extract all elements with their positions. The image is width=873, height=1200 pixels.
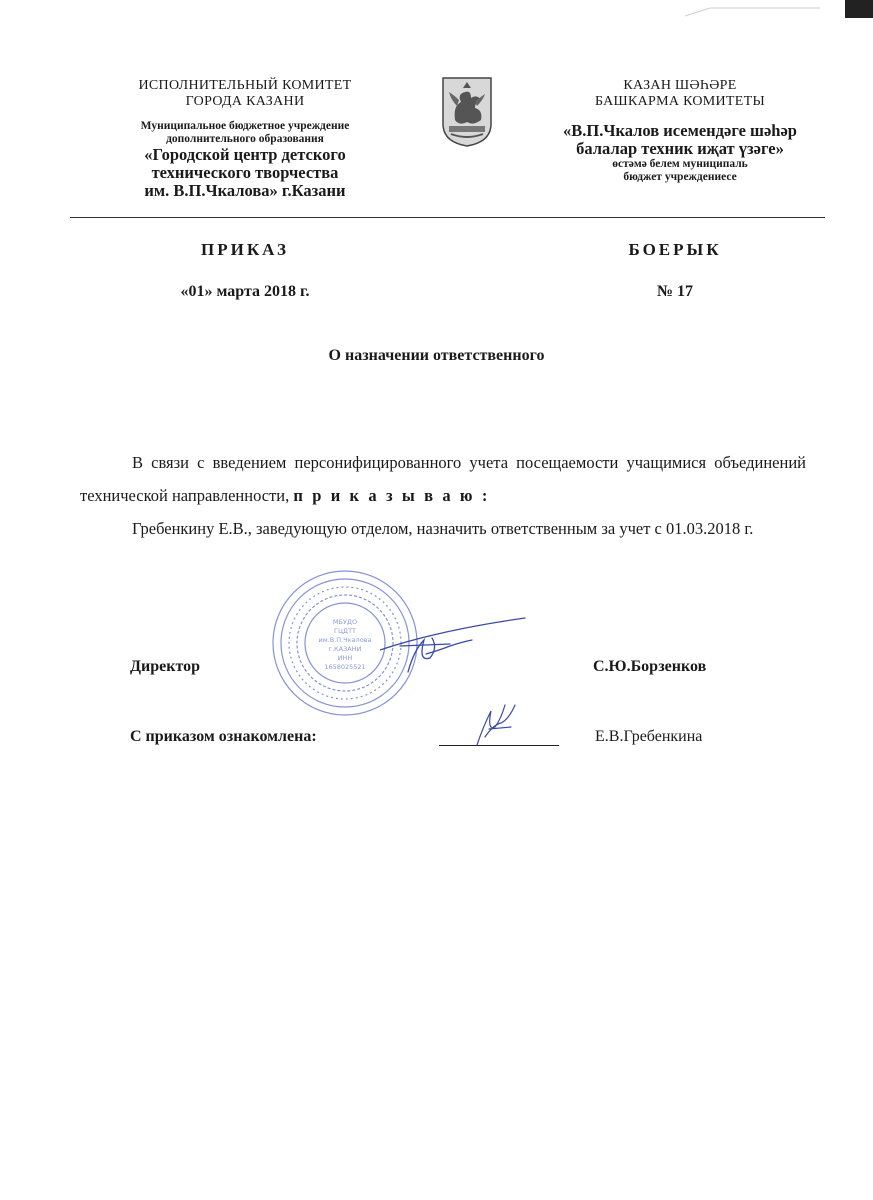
order-number: № 17 <box>656 283 694 300</box>
stamp-line-3: им.В.П.Чкалова <box>318 636 372 644</box>
header-right-small1: өстәмә белем муниципаль <box>612 158 748 170</box>
director-label: Директор <box>130 658 200 675</box>
stamp-line-5: ИНН <box>337 654 353 662</box>
stamp-line-1: МБУДО <box>332 618 358 626</box>
header-left <box>95 78 395 200</box>
order-subject: О назначении ответственного <box>328 347 545 364</box>
scan-edge-line <box>680 6 830 18</box>
body-emphasis: п р и к а з ы в а ю : <box>293 486 490 505</box>
header-right <box>530 78 830 184</box>
header-left-line1: ИСПОЛНИТЕЛЬНЫЙ КОМИТЕТ <box>138 78 352 93</box>
order-title-tt: БОЕРЫК <box>628 240 722 259</box>
stamp-line-6: 1658025521 <box>324 663 366 671</box>
director-signature <box>380 610 530 680</box>
order-date: «01» марта 2018 г. <box>180 283 310 300</box>
header-right-name2: балалар техник иҗат үзәге» <box>576 139 784 158</box>
header-right-name1: «В.П.Чкалов исемендәге шәһәр <box>563 121 797 140</box>
body-text-1: В связи с введением персонифицированного учета посещаемости учащимися объединений технической направленности, <box>80 453 806 505</box>
stamp-line-2: ГЦДТТ <box>333 627 357 635</box>
acknowledgement-label: С приказом ознакомлена: <box>130 728 317 745</box>
header-left-name1: «Городской центр детского <box>144 145 346 164</box>
acknowledgement-signature <box>465 697 535 752</box>
header-left-name2: технического творчества <box>151 163 339 182</box>
order-title-ru: ПРИКАЗ <box>201 240 289 259</box>
header-right-line2: БАШКАРМА КОМИТЕТЫ <box>594 94 765 109</box>
scan-corner-mark <box>845 0 873 18</box>
stamp-line-4: г.КАЗАНИ <box>328 645 362 653</box>
header-left-small1: Муниципальное бюджетное учреждение <box>140 120 350 132</box>
header-right-line1: КАЗАН ШӘҺӘРЕ <box>623 78 737 93</box>
director-name: С.Ю.Борзенков <box>593 658 707 675</box>
body-paragraph-2: Гребенкину Е.В., заведующую отделом, назначить ответственным за учет с 01.03.2018 г. <box>132 519 754 538</box>
body-paragraph-1 <box>80 446 806 545</box>
acknowledgement-name: Е.В.Гребенкина <box>595 728 703 745</box>
header-left-line2: ГОРОДА КАЗАНИ <box>185 94 305 109</box>
header-right-small2: бюджет учреждениесе <box>623 171 737 183</box>
header-divider <box>70 217 825 218</box>
kazan-coat-of-arms-icon <box>441 76 493 148</box>
header-left-small2: дополнительного образования <box>166 133 324 145</box>
header-left-name3: им. В.П.Чкалова» г.Казани <box>144 181 346 200</box>
